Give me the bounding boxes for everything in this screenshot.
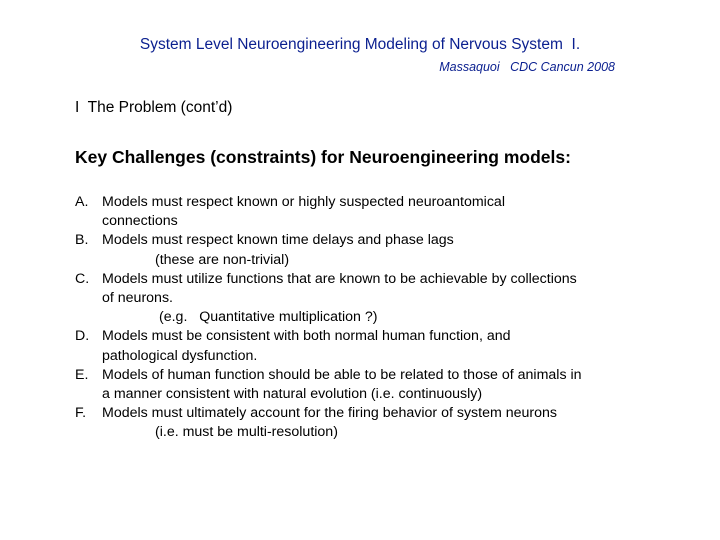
list-item-text: Models must respect known time delays and phase lags xyxy=(102,232,454,249)
list-item-b xyxy=(75,231,655,269)
list-marker: B. xyxy=(75,232,89,249)
list-marker: E. xyxy=(75,366,89,383)
list-item-text: of neurons. xyxy=(102,290,173,307)
challenges-heading: Key Challenges (constraints) for Neuroengineering models: xyxy=(75,147,571,167)
list-item-a xyxy=(75,193,655,231)
list-item-text: pathological dysfunction. xyxy=(102,347,258,364)
list-item-text: connections xyxy=(102,213,178,230)
list-item-c xyxy=(75,270,655,328)
list-item-text: (i.e. must be multi-resolution) xyxy=(155,424,338,441)
list-item-text: Models must ultimately account for the firing behavior of system neurons xyxy=(102,405,557,422)
slide-title: System Level Neuroengineering Modeling of Nervous System I. xyxy=(139,36,581,53)
list-item-e xyxy=(75,366,655,404)
list-item-d xyxy=(75,327,655,365)
list-item-text: Models of human function should be able to be related to those of animals in xyxy=(102,366,582,383)
list-marker: C. xyxy=(75,270,90,287)
section-heading: I The Problem (cont’d) xyxy=(75,99,233,116)
list-marker: D. xyxy=(75,328,90,345)
list-item-text: Models must be consistent with both normal human function, and xyxy=(102,328,511,345)
list-item-text: Models must respect known or highly suspected neuroantomical xyxy=(102,194,505,210)
challenges-list xyxy=(75,193,655,443)
list-item-text: (e.g. Quantitative multiplication ?) xyxy=(159,309,378,326)
author-conference-subtitle: Massaquoi CDC Cancun 2008 xyxy=(439,60,615,74)
list-item-text: (these are non-trivial) xyxy=(155,251,290,268)
list-item-f xyxy=(75,404,655,442)
list-item-text: Models must utilize functions that are known to be achievable by collections xyxy=(102,270,577,287)
list-marker: A. xyxy=(75,194,89,210)
list-marker: F. xyxy=(75,405,87,422)
list-item-text: a manner consistent with natural evolution (i.e. continuously) xyxy=(102,386,483,403)
